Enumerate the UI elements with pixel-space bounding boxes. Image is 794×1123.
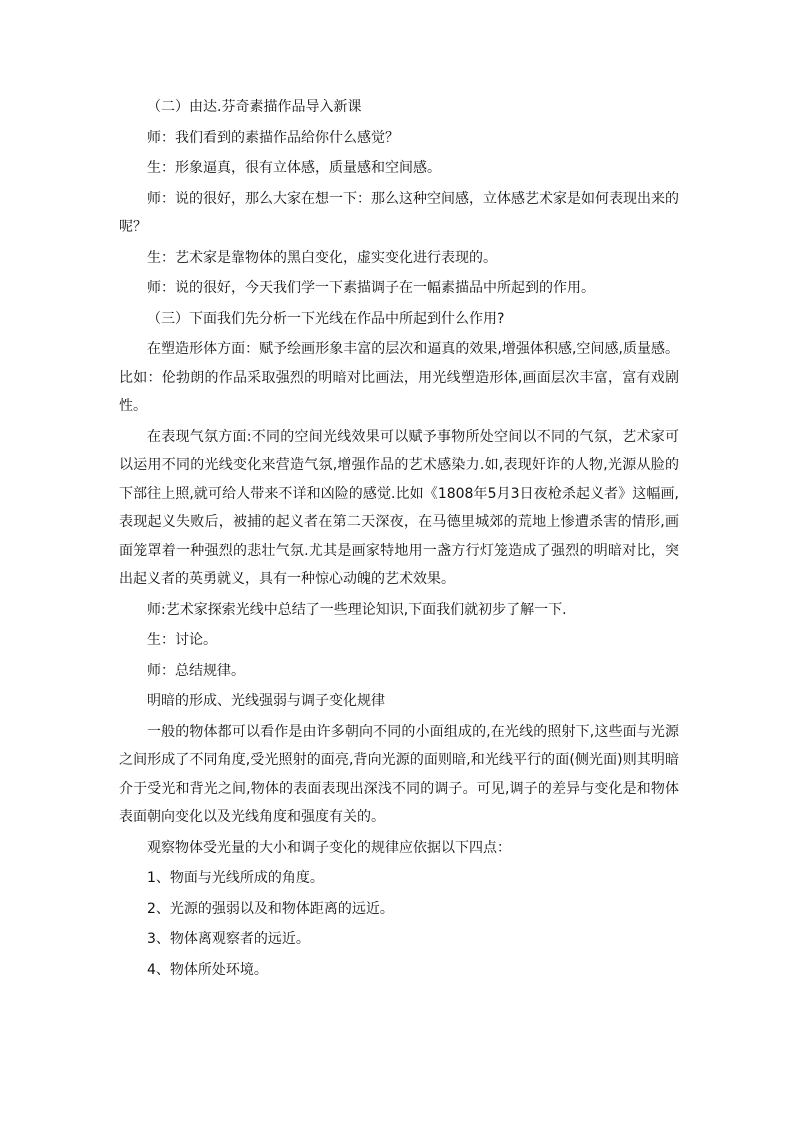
paragraph-teacher-question-2: 师：说的很好，那么大家在想一下：那么这种空间感，立体感艺术家是如何表现出来的呢？ xyxy=(119,190,679,235)
paragraph-light-rules-body: 一般的物体都可以看作是由许多朝向不同的小面组成的,在光线的照射下,这些面与光源之间形成了不同角度,受光照射的面亮,背向光源的面则暗,和光线平行的面(侧光面)则其明暗介于受光和背光之间,物体的表面表现出深浅不同的调子。可见,调子的差异与变化是和物体表面朝向变化以及光线角度和强度有关的。 xyxy=(119,723,679,825)
list-item-point-4: 4、物体所处环境。 xyxy=(147,961,268,978)
paragraph-atmosphere: 在表现气氛方面:不同的空间光线效果可以赋予事物所处空间以不同的气氛，艺术家可以运用不同的光线变化来营造气氛,增强作品的艺术感染力.如,表现奸诈的人物,光源从脸的下部往上照,就可给人带来不详和凶险的感觉.比如《1808年5月3日夜枪杀起义者》这幅画,表现起义失败后，被捕的起义者在第二天深夜，在马德里城郊的荒地上惨遭杀害的情形,画面笼罩着一种强烈的悲壮气氛.尤其是画家特地用一盏方行灯笼造成了强烈的明暗对比，突出起义者的英勇就义，具有一种惊心动魄的艺术效果。 xyxy=(119,428,679,587)
paragraph-teacher-question-1: 师：我们看到的素描作品给你什么感觉？ xyxy=(147,129,399,146)
paragraph-teacher-summary: 师：总结规律。 xyxy=(147,662,245,679)
document-page xyxy=(119,93,679,984)
paragraph-student-discussion: 生：讨论。 xyxy=(147,632,217,648)
list-item-point-3: 3、物体离观察者的远近。 xyxy=(147,931,310,947)
list-item-point-1: 1、物面与光线所成的角度。 xyxy=(147,870,324,886)
paragraph-light-rules-heading: 明暗的形成、光线强弱与调子变化规律 xyxy=(147,693,385,709)
list-item-point-2: 2、光源的强弱以及和物体距离的远近。 xyxy=(147,900,394,917)
paragraph-student-answer-1: 生：形象逼真，很有立体感，质量感和空间感。 xyxy=(147,160,441,176)
paragraph-teacher-statement-2: 师:艺术家探索光线中总结了一些理论知识,下面我们就初步了解一下. xyxy=(147,601,567,618)
paragraph-shaping-form: 在塑造形体方面：赋予绘画形象丰富的层次和逼真的效果,增强体积感,空间感,质量感。比如：伦勃朗的作品采取强烈的明暗对比画法，用光线塑造形体,画面层次丰富，富有戏剧性。 xyxy=(119,341,679,414)
paragraph-teacher-statement-1: 师：说的很好，今天我们学一下素描调子在一幅素描品中所起到的作用。 xyxy=(147,280,595,296)
paragraph-intro-heading: （二）由达.芬奇素描作品导入新课 xyxy=(147,99,362,115)
paragraph-student-answer-2: 生：艺术家是靠物体的黑白变化，虚实变化进行表现的。 xyxy=(147,249,497,266)
paragraph-four-points-intro: 观察物体受光量的大小和调子变化的规律应依据以下四点： xyxy=(147,839,511,856)
paragraph-analysis-heading: （三）下面我们先分析一下光线在作品中所起到什么作用? xyxy=(147,310,505,327)
